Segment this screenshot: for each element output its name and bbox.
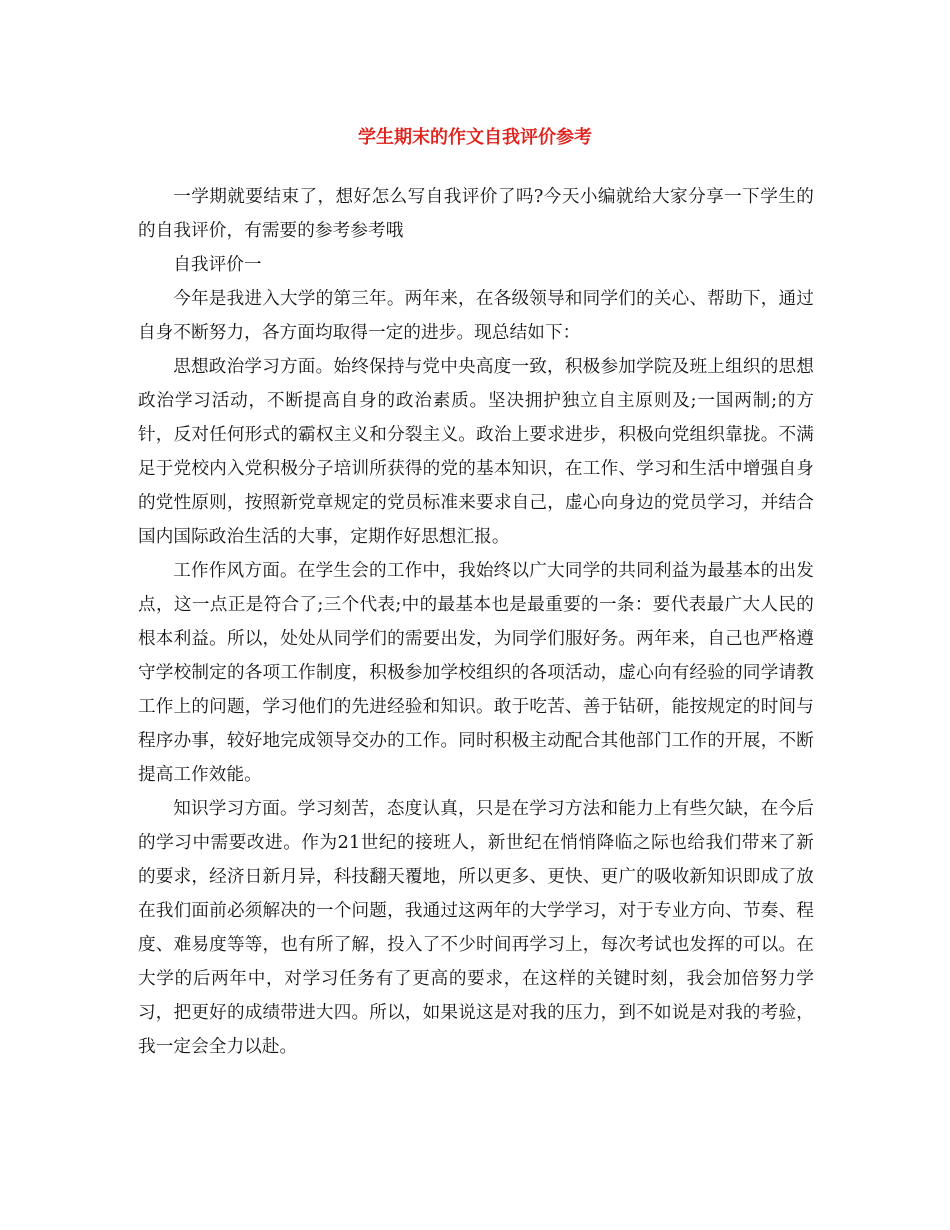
paragraph-knowledge-study: 知识学习方面。学习刻苦，态度认真，只是在学习方法和能力上有些欠缺，在今后的学习中需要改进。作为21世纪的接班人，新世纪在悄悄降临之际也给我们带来了新的要求，经济日新月异，科技翻天覆地，所以更多、更快、更广的吸收新知识即成了放在我们面前必须解决的一个问题，我通过这两年的大学学习，对于专业方向、节奏、程度、难易度等等，也有所了解，投入了不少时间再学习上，每次考试也发挥的可以。在大学的后两年中，对学习任务有了更高的要求，在这样的关键时刻，我会加倍努力学习，把更好的成绩带进大四。所以，如果说这是对我的压力，到不如说是对我的考验，我一定会全力以赴。 [138, 799, 814, 1057]
paragraph-political-study: 思想政治学习方面。始终保持与党中央高度一致，积极参加学院及班上组织的思想政治学习活动，不断提高自身的政治素质。坚决拥护独立自主原则及;一国两制;的方针，反对任何形式的霸权主义和分裂主义。政治上要求进步，积极向党组织靠拢。不满足于党校内入党积极分子培训所获得的党的基本知识，在工作、学习和生活中增强自身的党性原则，按照新党章规定的党员标准来要求自己，虚心向身边的党员学习，并结合国内国际政治生活的大事，定期作好思想汇报。 [138, 357, 814, 547]
document-body [138, 180, 814, 1064]
paragraph-work-style: 工作作风方面。在学生会的工作中，我始终以广大同学的共同利益为最基本的出发点，这一点正是符合了;三个代表;中的最基本也是最重要的一条：要代表最广大人民的根本利益。所以，处处从同学们的需要出发，为同学们服好务。两年来，自己也严格遵守学校制定的各项工作制度，积极参加学校组织的各项活动，虚心向有经验的同学请教工作上的问题，学习他们的先进经验和知识。敢于吃苦、善于钻研，能按规定的时间与程序办事，较好地完成领导交办的工作。同时积极主动配合其他部门工作的开展，不断提高工作效能。 [138, 561, 814, 785]
paragraph-intro: 一学期就要结束了，想好怎么写自我评价了吗?今天小编就给大家分享一下学生的的自我评价，有需要的参考参考哦 [138, 187, 814, 241]
section-heading-evaluation-one: 自我评价一 [173, 255, 262, 275]
paragraph-overview: 今年是我进入大学的第三年。两年来，在各级领导和同学们的关心、帮助下，通过自身不断努力，各方面均取得一定的进步。现总结如下： [138, 289, 814, 343]
document-title: 学生期末的作文自我评价参考 [358, 127, 592, 148]
